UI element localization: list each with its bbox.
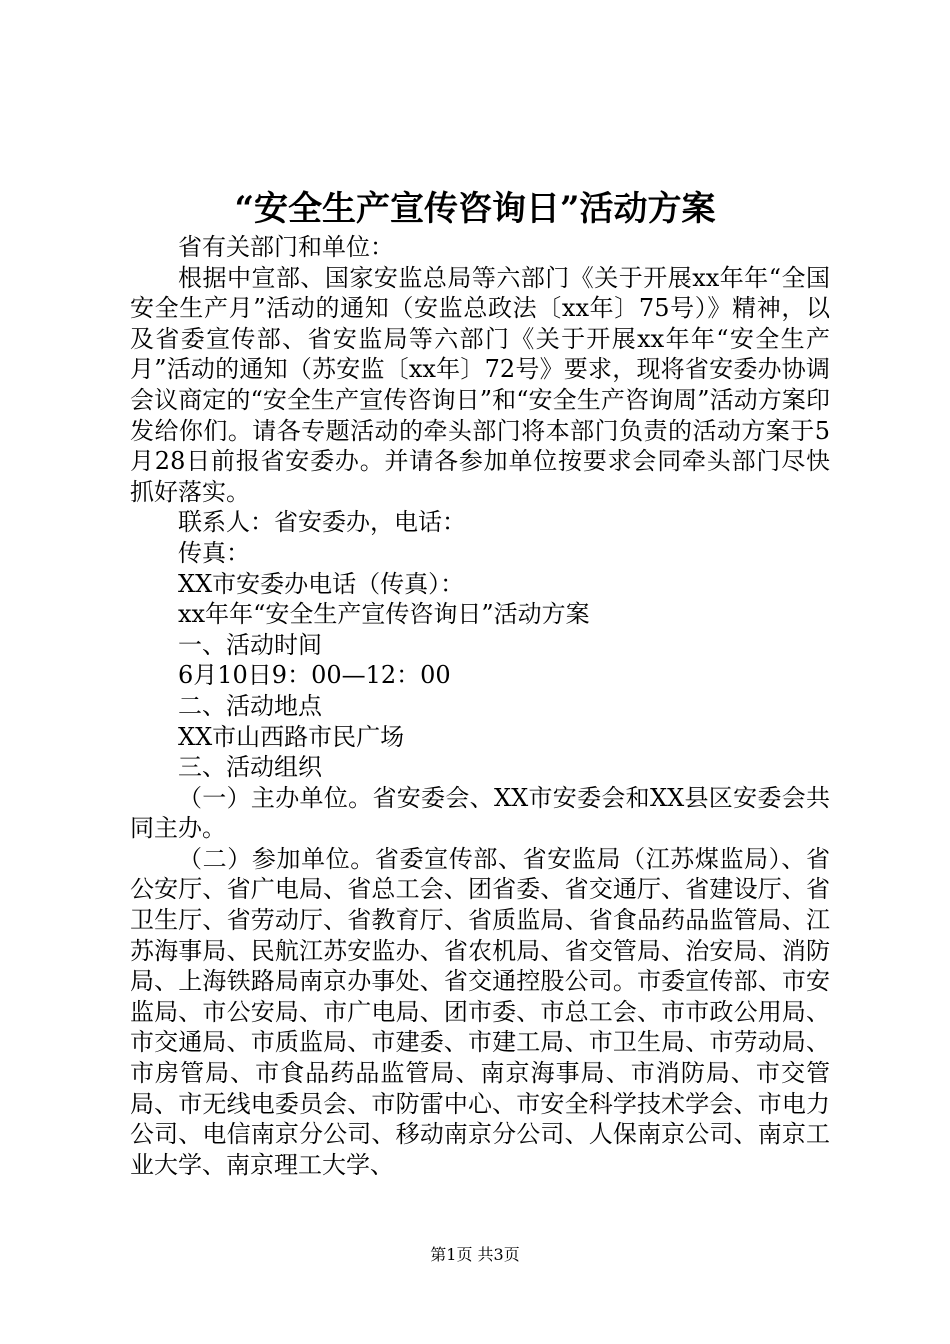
section-heading-location: 二、活动地点 xyxy=(178,691,322,720)
section-heading-organization: 三、活动组织 xyxy=(178,753,322,782)
paragraph-city-phone: XX市安委办电话（传真）： xyxy=(178,569,465,598)
document-title: “安全生产宣传咨询日”活动方案 xyxy=(234,189,716,229)
section-heading-time: 一、活动时间 xyxy=(178,630,322,659)
paragraph-plan-title: xx年年“安全生产宣传咨询日”活动方案 xyxy=(178,600,590,629)
document-body xyxy=(130,232,830,1180)
page-number: 第1页 共3页 xyxy=(430,1245,520,1264)
paragraph-intro: 根据中宣部、国家安监总局等六部门《关于开展xx年年“全国安全生产月”活动的通知（安监总政法〔xx年〕75号）》精神，以及省委宣传部、省安监局等六部门《关于开展xx年年“安全生产月”活动的通知（苏安监〔xx年〕72号》要求，现将省安委办协调会议商定的“安全生产宣传咨询日”和“安全生产咨询周”活动方案印发给你们。请各专题活动的牵头部门将本部门负责的活动方案于5月28日前报省安委办。并请各参加单位按要求会同牵头部门尽快抓好落实。 xyxy=(130,263,830,506)
paragraph-fax: 传真： xyxy=(178,538,250,567)
paragraph-time: 6月10日9：00—12：00 xyxy=(178,661,451,690)
paragraph-contact: 联系人：省安委办，电话： xyxy=(178,508,466,537)
paragraph-salutation: 省有关部门和单位： xyxy=(178,233,394,261)
paragraph-location: XX市山西路市民广场 xyxy=(178,722,405,751)
paragraph-participants: （二）参加单位。省委宣传部、省安监局（江苏煤监局）、省公安厅、省广电局、省总工会、团省委、省交通厅、省建设厅、省卫生厅、省劳动厅、省教育厅、省质监局、省食品药品监管局、江苏海事局、民航江苏安监办、省农机局、省交管局、治安局、消防局、上海铁路局南京办事处、省交通控股公司。市委宣传部、市安监局、市公安局、市广电局、团市委、市总工会、市市政公用局、市交通局、市质监局、市建委、市建工局、市卫生局、市劳动局、市房管局、市食品药品监管局、南京海事局、市消防局、市交管局、市无线电委员会、市防雷中心、市安全科学技术学会、市电力公司、电信南京分公司、移动南京分公司、人保南京公司、南京工业大学、南京理工大学、 xyxy=(130,844,830,1179)
paragraph-host: （一）主办单位。省安委会、XX市安委会和XX县区安委会共同主办。 xyxy=(130,783,830,843)
